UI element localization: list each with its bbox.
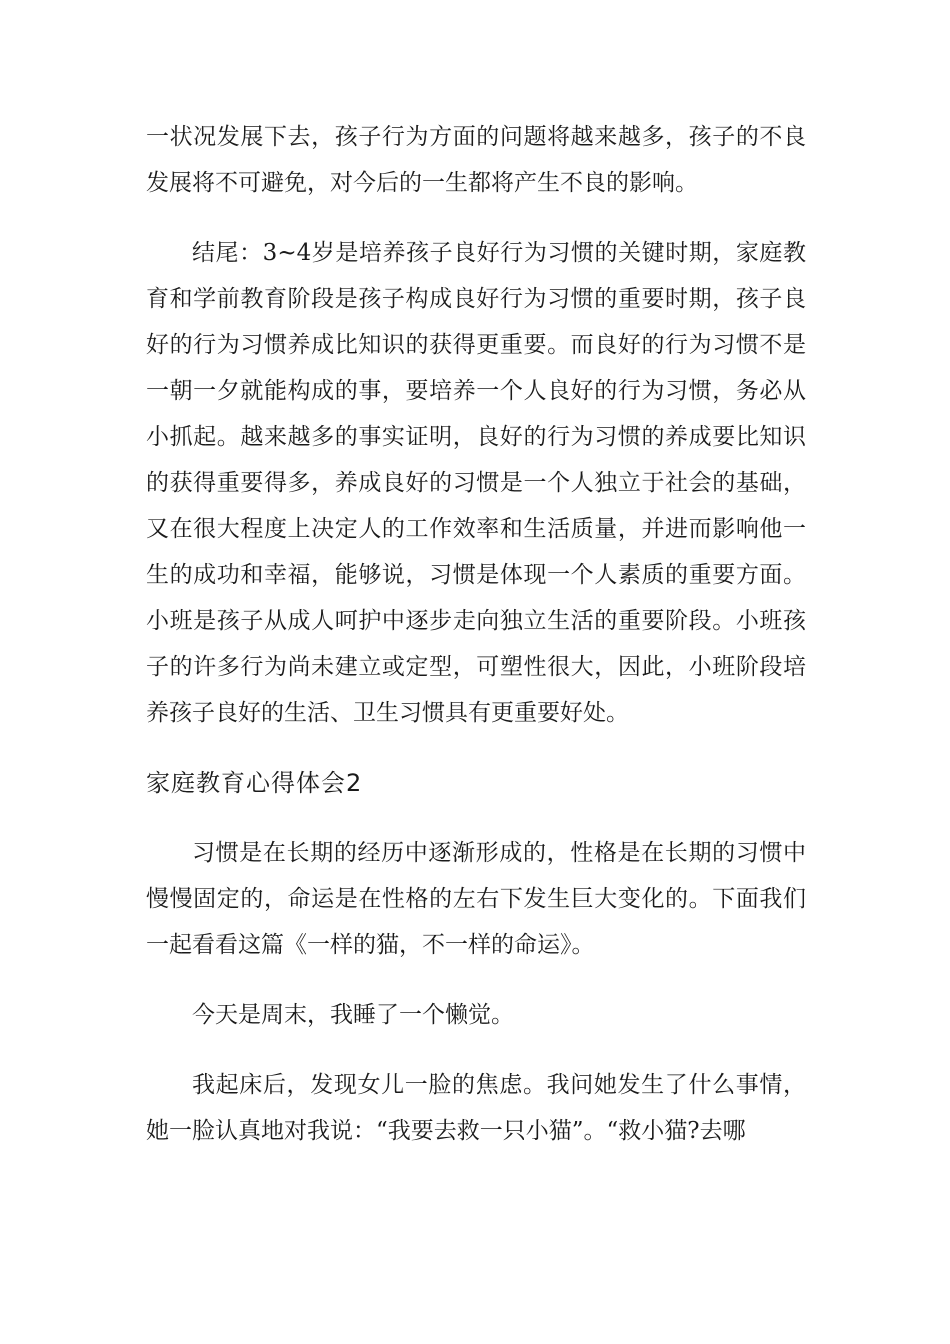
paragraph-gap [146,1038,806,1062]
paragraph-gap [146,806,806,830]
paragraph-gap [146,736,806,760]
continued-paragraph: 一状况发展下去，孩子行为方面的问题将越来越多，孩子的不良发展将不可避免，对今后的一生都将产生不良的影响。 [146,124,806,196]
conclusion-paragraph: 结尾：3~4岁是培养孩子良好行为习惯的关键时期，家庭教育和学前教育阶段是孩子构成良好行为习惯的重要时期，孩子良好的行为习惯养成比知识的获得更重要。而良好的行为习惯不是一朝一夕就能构成的事，要培养一个人良好的行为习惯，务必从小抓起。越来越多的事实证明，良好的行为习惯的养成要比知识的获得重要得多，养成良好的习惯是一个人独立于社会的基础，又在很大程度上决定人的工作效率和生活质量，并进而影响他一生的成功和幸福，能够说，习惯是体现一个人素质的重要方面。小班是孩子从成人呵护中逐步走向独立生活的重要阶段。小班孩子的许多行为尚未建立或定型，可塑性很大，因此，小班阶段培养孩子良好的生活、卫生习惯具有更重要好处。 [146,240,806,726]
paragraph-gap [146,206,806,230]
document-body [146,114,806,1154]
intro-paragraph: 习惯是在长期的经历中逐渐形成的，性格是在长期的习惯中慢慢固定的，命运是在性格的左右下发生巨大变化的。下面我们一起看看这篇《一样的猫，不一样的命运》。 [146,840,806,958]
section-heading: 家庭教育心得体会2 [146,769,363,797]
paragraph-gap [146,968,806,992]
story-paragraph: 我起床后，发现女儿一脸的焦虑。我问她发生了什么事情，她一脸认真地对我说：“我要去救一只小猫”。“救小猫?去哪 [146,1072,806,1144]
story-paragraph: 今天是周末，我睡了一个懒觉。 [192,1002,514,1028]
